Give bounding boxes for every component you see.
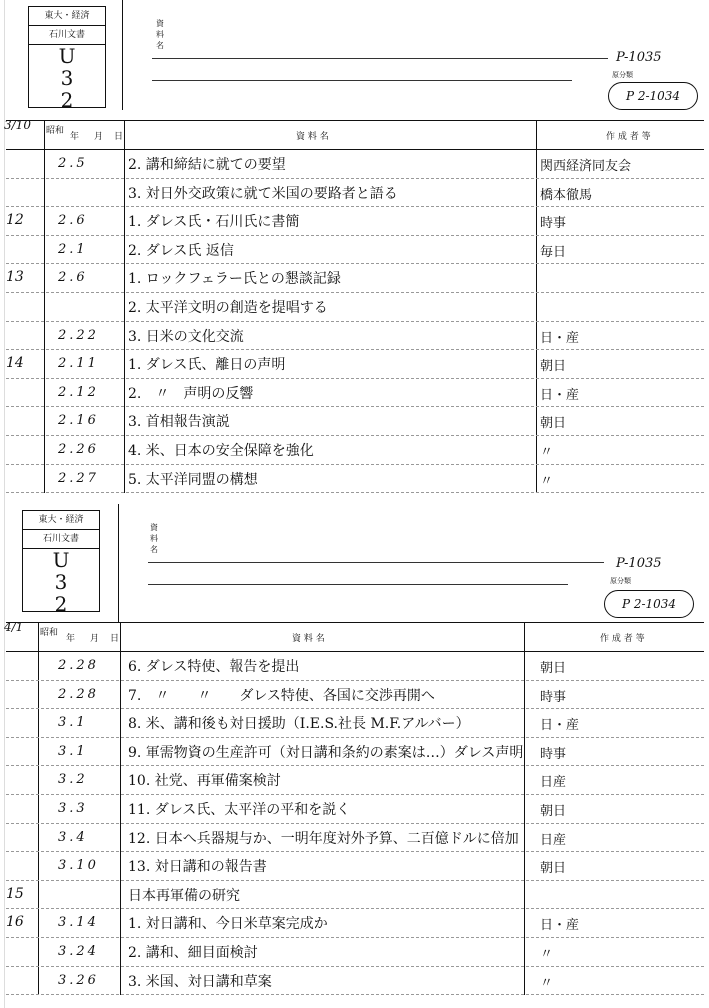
- row-author: 時事: [540, 216, 567, 232]
- table-row: [6, 179, 704, 208]
- table-body: [6, 652, 704, 995]
- row-author: 日・産: [540, 918, 580, 934]
- header-showa: 昭和: [46, 126, 65, 136]
- title-underline-2: [152, 80, 572, 81]
- row-date: 3.1: [58, 743, 88, 759]
- row-title: 12. 日本へ兵器規与か、一明年度対外予算、二百億ドルに倍加: [128, 830, 519, 847]
- margin-date: 3/10: [4, 118, 31, 132]
- stamp-code-2: 3: [60, 66, 74, 90]
- table-row: [6, 681, 704, 710]
- row-author: 時事: [540, 746, 567, 762]
- row-date: 2.6: [58, 270, 88, 286]
- stamp-code-1: U: [58, 44, 76, 68]
- row-author: 橋本徹馬: [540, 187, 593, 203]
- table-row: [6, 967, 704, 996]
- table-row: [6, 350, 704, 379]
- row-title: 4. 米、日本の安全保障を強化: [128, 442, 314, 459]
- table-row: [6, 824, 704, 853]
- stamp-code-1: U: [52, 548, 70, 572]
- class-box: P 2-1034: [604, 590, 694, 618]
- title-underline-2: [148, 584, 568, 585]
- header-year: 年: [66, 634, 76, 644]
- row-author: 朝日: [540, 661, 567, 676]
- row-date: 3.14: [58, 915, 99, 931]
- document-code: P-1035: [616, 50, 662, 65]
- stamp-code-2: 3: [54, 570, 68, 594]
- row-date: 2.28: [58, 686, 99, 702]
- row-author: 朝日: [540, 359, 567, 375]
- row-author: 朝日: [540, 416, 567, 432]
- table-header: [6, 121, 704, 150]
- archive-stamp: [22, 510, 100, 616]
- row-date: 2.16: [58, 413, 99, 429]
- row-author: 日産: [540, 832, 567, 848]
- row-title: 3. 日米の文化交流: [128, 328, 244, 345]
- row-date: 3.26: [58, 972, 99, 988]
- table-row: [6, 436, 704, 465]
- row-date: 2.27: [58, 470, 99, 486]
- row-title: 1. ダレス氏・石川氏に書簡: [128, 214, 300, 231]
- table-row: [6, 407, 704, 436]
- header-day: 日: [114, 132, 124, 142]
- table-row: [6, 766, 704, 795]
- header-year: 年: [70, 132, 80, 142]
- title-underline: [152, 58, 608, 59]
- meta-label: 資 料 名: [150, 523, 158, 554]
- header-title: 資 料 名: [296, 132, 329, 142]
- row-date: 2.1: [58, 241, 88, 257]
- row-date: 2.12: [58, 384, 99, 400]
- row-title: 3. 米国、対日講和草案: [128, 973, 272, 990]
- sheet-2: [0, 504, 709, 1008]
- row-date: 2.22: [58, 327, 99, 343]
- row-group-number: 14: [6, 355, 24, 372]
- header-showa: 昭和: [40, 628, 59, 638]
- row-date: 3.1: [58, 715, 88, 731]
- table-row: [6, 795, 704, 824]
- table-row: [6, 465, 704, 494]
- class-box: P 2-1034: [608, 82, 698, 110]
- stamp-institution: 東大・経済: [29, 7, 105, 26]
- header-title: 資 料 名: [292, 634, 325, 644]
- table-row: [6, 322, 704, 351]
- row-title: 2. 太平洋文明の創造を提唱する: [128, 299, 328, 316]
- row-author: 〃: [540, 946, 554, 962]
- row-date: 3.3: [58, 800, 88, 816]
- row-title: 2. 講和、細目面検討: [128, 944, 258, 961]
- table-row: [6, 264, 704, 293]
- row-title: 2. ダレス氏 返信: [128, 242, 234, 259]
- table-header: [6, 623, 704, 652]
- row-group-number: 15: [6, 885, 24, 902]
- row-title: 2. 〃 声明の反響: [128, 385, 254, 402]
- table-row: [6, 293, 704, 322]
- row-title: 13. 対日講和の報告書: [128, 859, 267, 876]
- row-group-number: 12: [6, 212, 24, 229]
- row-group-number: 13: [6, 269, 24, 286]
- row-date: 2.6: [58, 213, 88, 229]
- row-author: 日・産: [540, 330, 580, 346]
- stamp-collection: 石川文書: [29, 26, 105, 45]
- stamp-code-3: 2: [60, 88, 74, 112]
- table-row: [6, 709, 704, 738]
- row-title: 3. 首相報告演説: [128, 414, 230, 431]
- row-author: 関西経済同友会: [540, 159, 632, 174]
- archive-stamp: [28, 6, 106, 112]
- row-title: 6. ダレス特使、報告を提出: [128, 659, 300, 675]
- row-title: 10. 社党、再軍備案検討: [128, 773, 281, 790]
- table-row: [6, 236, 704, 265]
- row-title: 5. 太平洋同盟の構想: [128, 471, 258, 488]
- row-title: 8. 米、講和後も対日援助（I.E.S.社長 M.F.アルバー）: [128, 716, 470, 733]
- header-month: 月: [90, 634, 100, 644]
- row-author: 〃: [540, 473, 554, 489]
- table-row: [6, 150, 704, 179]
- header-divider: [118, 504, 119, 622]
- table-body: [6, 150, 704, 493]
- table-row: [6, 938, 704, 967]
- row-date: 2.5: [58, 156, 88, 171]
- row-author: 日・産: [540, 718, 580, 734]
- row-author: 〃: [540, 975, 554, 991]
- row-author: 毎日: [540, 244, 567, 260]
- stamp-collection: 石川文書: [23, 530, 99, 549]
- row-title: 1. ロックフェラー氏との懇談記録: [128, 271, 341, 288]
- row-title: 1. 対日講和、今日米草案完成か: [128, 916, 328, 933]
- row-author: 朝日: [540, 803, 567, 819]
- table-row: [6, 738, 704, 767]
- row-date: 3.4: [58, 829, 88, 845]
- row-title: 11. ダレス氏、太平洋の平和を説く: [128, 801, 351, 818]
- class-label: 原分類: [612, 71, 633, 79]
- row-title: 9. 軍需物資の生産許可（対日講和条約の素案は…）ダレス声明: [128, 744, 524, 761]
- table-row: [6, 379, 704, 408]
- header-divider: [122, 0, 123, 110]
- table-row: [6, 652, 704, 681]
- row-date: 2.28: [58, 658, 99, 673]
- table-row: [6, 207, 704, 236]
- records-table: [6, 120, 704, 493]
- row-author: 時事: [540, 689, 567, 705]
- row-date: 2.26: [58, 441, 99, 457]
- header-author: 作 成 者 等: [600, 634, 645, 644]
- table-row: [6, 881, 704, 910]
- row-author: 日産: [540, 775, 567, 791]
- row-title: 1. ダレス氏、離日の声明: [128, 357, 286, 374]
- table-row: [6, 852, 704, 881]
- records-table: [6, 622, 704, 995]
- header-day: 日: [110, 634, 120, 644]
- row-author: 朝日: [540, 861, 567, 877]
- row-title: 2. 講和締結に就ての要望: [128, 157, 286, 173]
- stamp-institution: 東大・経済: [23, 511, 99, 530]
- margin-date: 4/1: [4, 620, 24, 634]
- class-label: 原分類: [610, 577, 631, 585]
- row-date: 2.11: [58, 356, 99, 372]
- row-date: 3.24: [58, 943, 99, 959]
- stamp-code-3: 2: [54, 592, 68, 616]
- row-group-number: 16: [6, 914, 24, 931]
- row-title: 日本再軍備の研究: [128, 887, 240, 904]
- document-code: P-1035: [616, 556, 662, 571]
- row-date: 3.2: [58, 772, 88, 788]
- header-author: 作 成 者 等: [606, 132, 651, 142]
- row-author: 日・産: [540, 387, 580, 403]
- title-underline: [148, 562, 604, 563]
- header-month: 月: [94, 132, 104, 142]
- row-title: 7. 〃 〃 ダレス特使、各国に交渉再開へ: [128, 687, 435, 704]
- row-title: 3. 対日外交政策に就て米国の要路者と語る: [128, 185, 398, 202]
- row-author: 〃: [540, 444, 554, 460]
- row-date: 3.10: [58, 858, 99, 874]
- meta-label: 資 料 名: [156, 19, 164, 50]
- table-row: [6, 909, 704, 938]
